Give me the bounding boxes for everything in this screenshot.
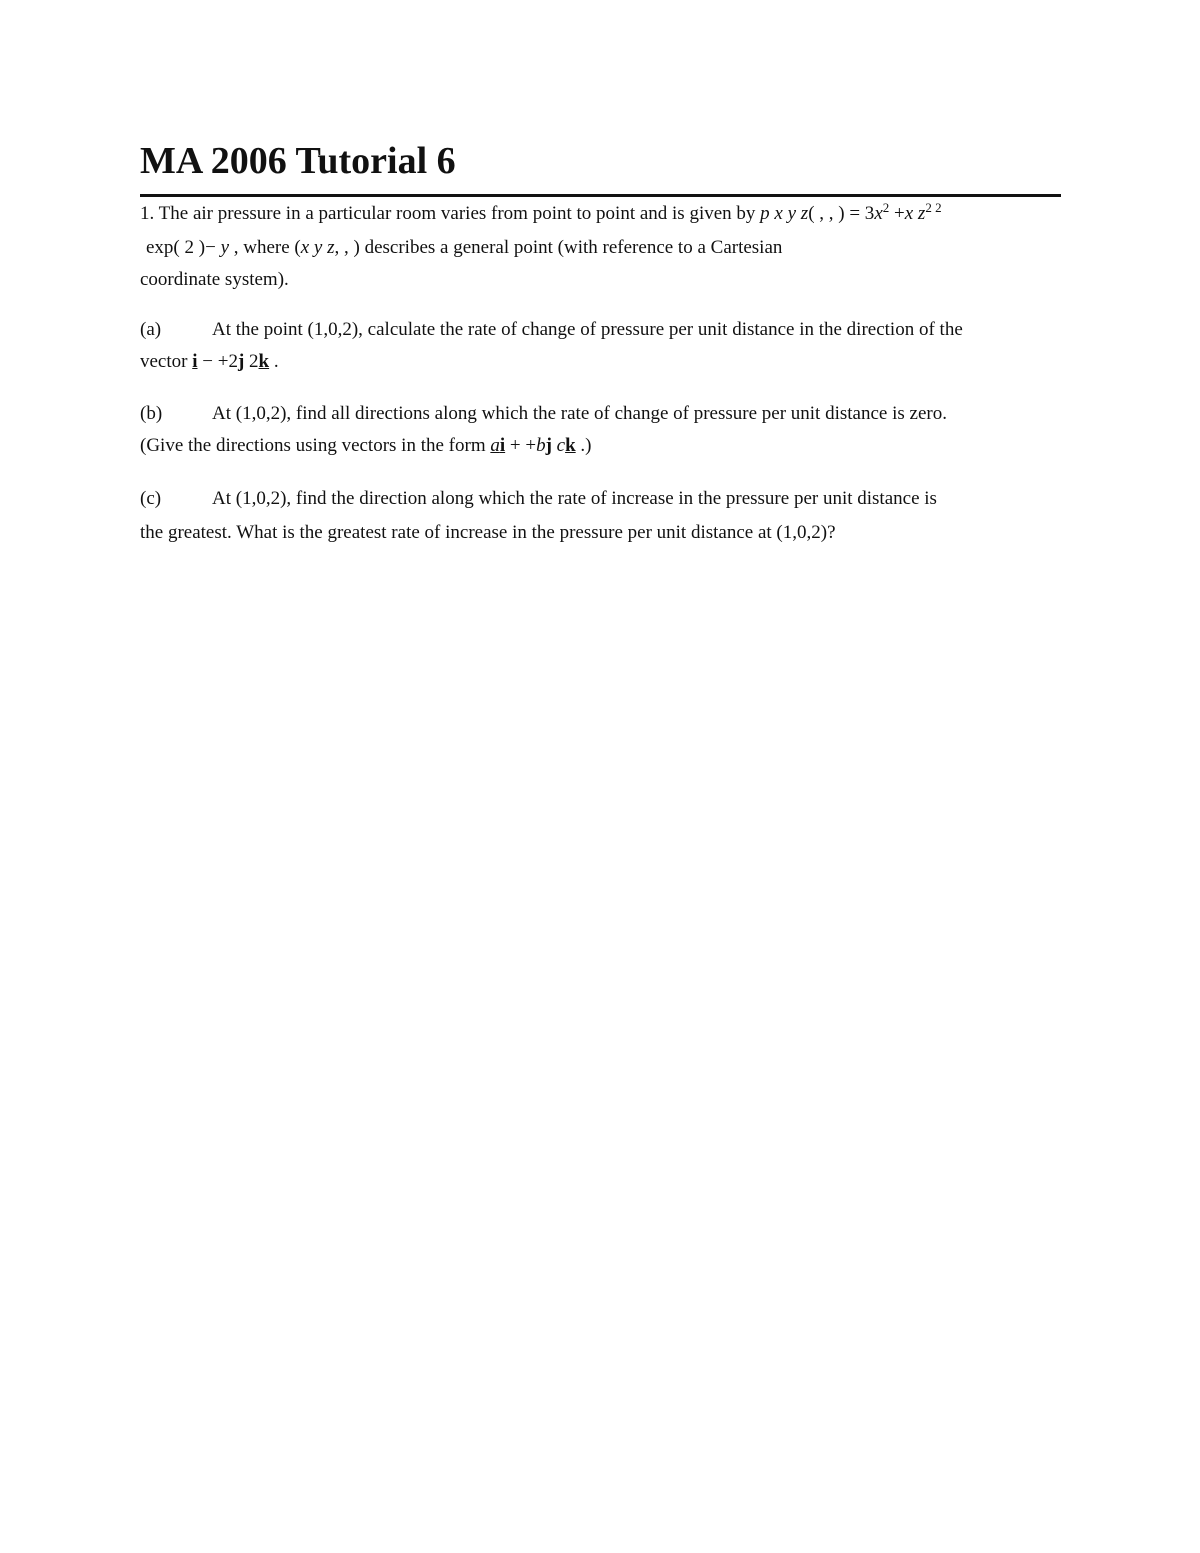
point-description: , , ) describes a general point (with reference to a Cartesian <box>334 237 783 258</box>
where-text: , where ( <box>229 237 301 258</box>
exponent-2: 2 2 <box>925 200 942 215</box>
question-1-line-2 <box>146 236 782 260</box>
form-prefix: (Give the directions using vectors in the form <box>140 435 491 456</box>
plus-sign: + <box>889 203 905 224</box>
part-a-line-1 <box>140 318 963 342</box>
part-a-text: At the point (1,0,2), calculate the rate of change of pressure per unit distance in the direction of the <box>212 319 963 340</box>
vector-middle-2: 2 <box>244 351 259 372</box>
coefficient-b: b <box>536 435 546 456</box>
part-b-line-1 <box>140 402 947 426</box>
part-a-line-2 <box>140 350 279 374</box>
minus-sign: − <box>205 237 221 258</box>
vector-prefix: vector <box>140 351 193 372</box>
question-1-text: 1. The air pressure in a particular room varies from point to point and is given by <box>140 203 761 224</box>
coefficient-a: a <box>490 435 500 456</box>
question-1-line-3: coordinate system). <box>140 269 289 290</box>
form-vector-j: j <box>545 435 552 456</box>
form-vector-k: k <box>565 435 576 456</box>
part-c-line-2: the greatest. What is the greatest rate of increase in the pressure per unit distance at (1,0,2)? <box>140 522 836 543</box>
exponent-1: 2 <box>882 200 890 215</box>
part-c-label: (c) <box>140 488 162 509</box>
pressure-function-args: ( , , ) <box>808 203 845 224</box>
part-c-line-1 <box>140 487 937 511</box>
form-end: .) <box>575 435 592 456</box>
exp-term: exp( 2 ) <box>146 237 206 258</box>
form-vector-i: i <box>499 435 506 456</box>
vector-end: . <box>269 351 279 372</box>
equals-term: = 3 <box>844 203 875 224</box>
vector-middle-1: − +2 <box>197 351 238 372</box>
pressure-function-name: p x y z <box>760 203 809 224</box>
variable-x: x <box>874 203 883 224</box>
part-b-text: At (1,0,2), find all directions along which the rate of change of pressure per unit distance is zero. <box>212 403 947 424</box>
part-b-label: (b) <box>140 403 163 424</box>
coefficient-c: c <box>551 435 566 456</box>
variable-y: y <box>220 237 229 258</box>
part-a-label: (a) <box>140 319 162 340</box>
form-plus: + + <box>505 435 537 456</box>
point-variables: x y z <box>300 237 335 258</box>
part-c-text: At (1,0,2), find the direction along which the rate of increase in the pressure per unit distance is <box>212 488 937 509</box>
title-divider <box>140 194 1061 197</box>
page-title: MA 2006 Tutorial 6 <box>140 140 456 182</box>
variable-x-2: x <box>904 203 914 224</box>
unit-vector-i: i <box>192 351 198 372</box>
unit-vector-k: k <box>258 351 270 372</box>
unit-vector-j: j <box>237 351 245 372</box>
part-b-line-2 <box>140 434 592 458</box>
question-1-line-1 <box>140 202 942 226</box>
variable-z: z <box>913 203 926 224</box>
